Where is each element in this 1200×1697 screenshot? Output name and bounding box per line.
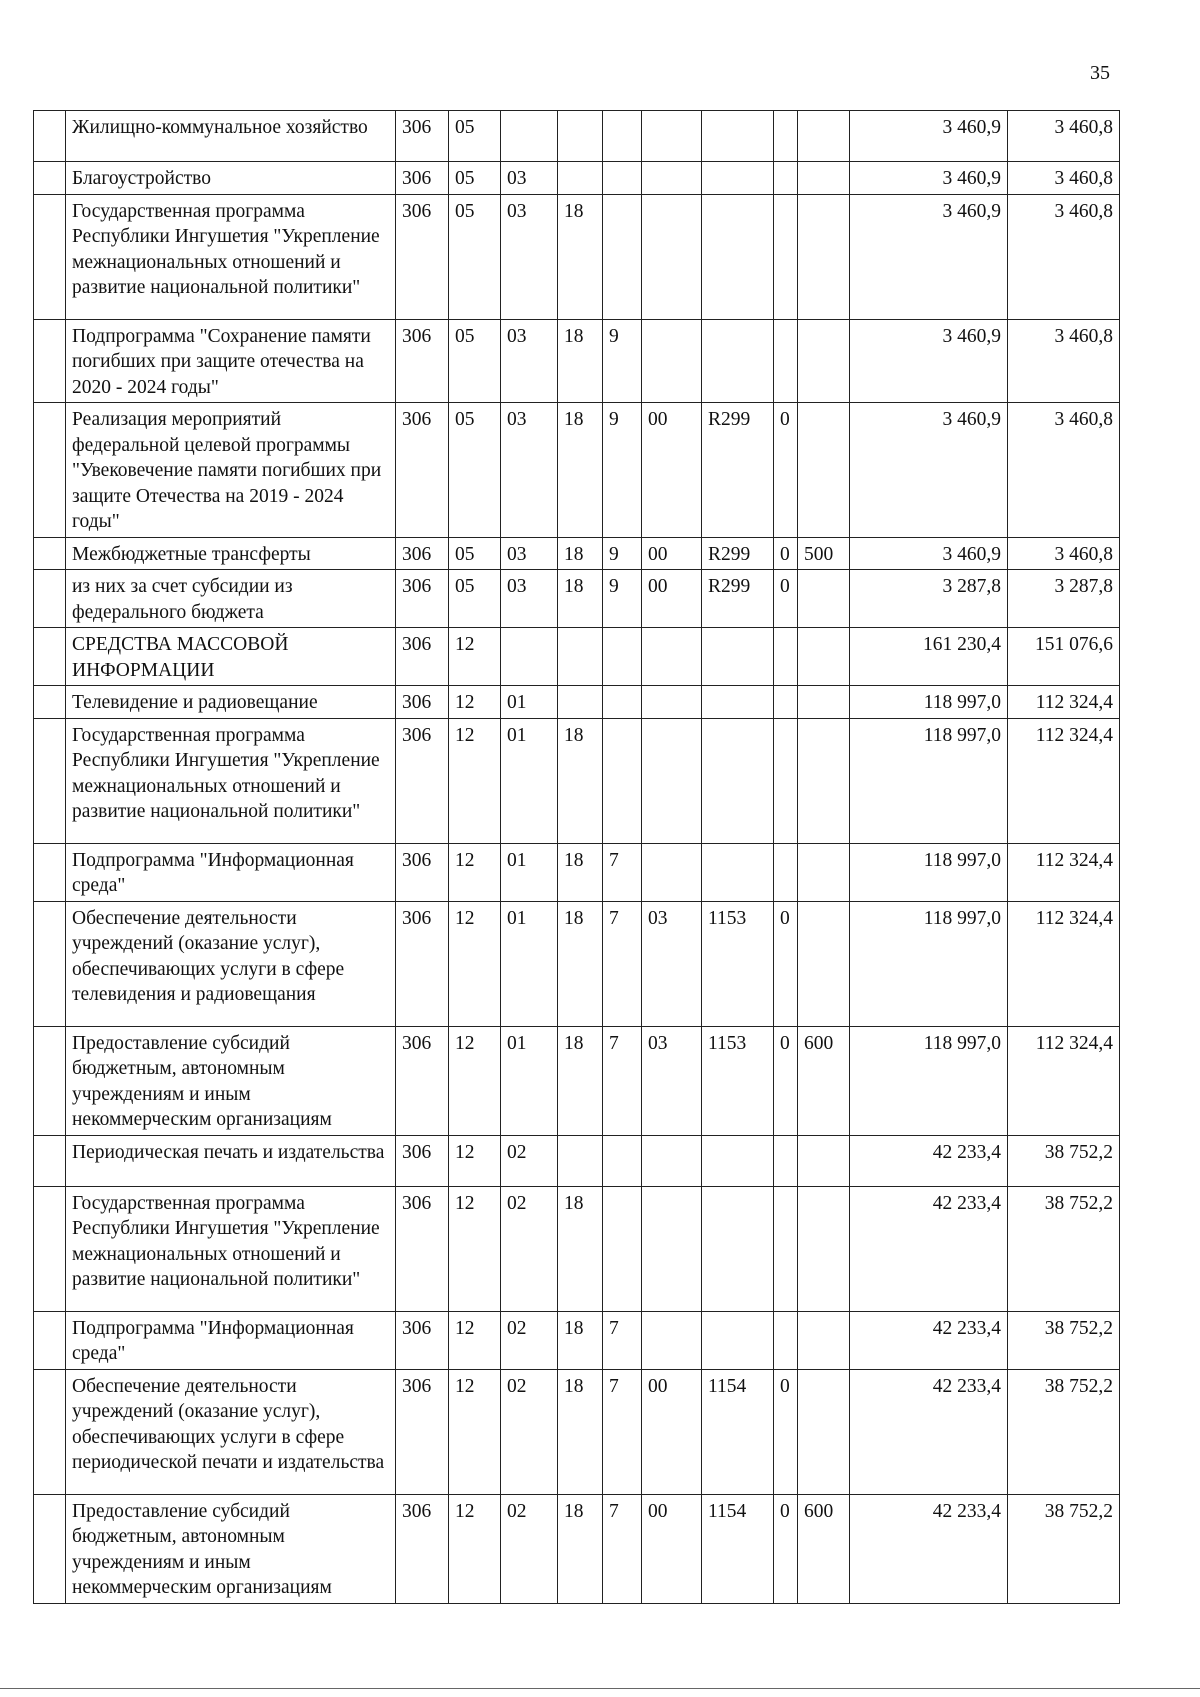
blank-cell: [34, 111, 66, 162]
table-row: [34, 403, 1120, 538]
code-cell-c5: 7: [603, 843, 642, 901]
amount-cell-v1: 3 460,9: [850, 194, 1008, 319]
amount-cell-v2: 38 752,2: [1008, 1369, 1120, 1494]
code-cell-c1: 306: [396, 111, 449, 162]
table-row: [34, 111, 1120, 162]
code-cell-c5: 9: [603, 570, 642, 628]
code-cell-c3: 01: [501, 686, 558, 719]
item-name-cell: Государственная программа Республики Ингушетия "Укрепление межнациональных отношений и развитие национальной политики": [66, 718, 396, 843]
code-cell-c9: [798, 319, 850, 403]
code-cell-c8: 0: [774, 901, 798, 1026]
code-cell-c8: 0: [774, 570, 798, 628]
code-cell-c1: 306: [396, 686, 449, 719]
code-cell-c4: 18: [558, 537, 603, 570]
item-name-cell: Предоставление субсидий бюджетным, автономным учреждениям и иным некоммерческим организациям: [66, 1494, 396, 1603]
amount-cell-v2: 3 460,8: [1008, 111, 1120, 162]
code-cell-c8: 0: [774, 1369, 798, 1494]
amount-cell-v1: 42 233,4: [850, 1186, 1008, 1311]
table-row: [34, 1135, 1120, 1186]
amount-cell-v1: 3 460,9: [850, 537, 1008, 570]
code-cell-c2: 12: [449, 1135, 501, 1186]
table-row: [34, 1026, 1120, 1135]
amount-cell-v1: 118 997,0: [850, 686, 1008, 719]
code-cell-c6: 03: [642, 1026, 702, 1135]
code-cell-c5: [603, 1135, 642, 1186]
amount-cell-v2: 38 752,2: [1008, 1494, 1120, 1603]
code-cell-c3: [501, 111, 558, 162]
code-cell-c8: [774, 628, 798, 686]
code-cell-c4: 18: [558, 570, 603, 628]
code-cell-c5: [603, 1186, 642, 1311]
code-cell-c4: [558, 111, 603, 162]
code-cell-c7: [702, 1311, 774, 1369]
code-cell-c3: 02: [501, 1311, 558, 1369]
item-name-cell: Подпрограмма "Информационная среда": [66, 843, 396, 901]
code-cell-c8: [774, 686, 798, 719]
blank-cell: [34, 686, 66, 719]
item-name-cell: из них за счет субсидии из федерального бюджета: [66, 570, 396, 628]
code-cell-c2: 05: [449, 537, 501, 570]
item-name-cell: Периодическая печать и издательства: [66, 1135, 396, 1186]
code-cell-c1: 306: [396, 570, 449, 628]
code-cell-c3: 01: [501, 1026, 558, 1135]
amount-cell-v2: 3 460,8: [1008, 537, 1120, 570]
blank-cell: [34, 1311, 66, 1369]
table-row: [34, 843, 1120, 901]
item-name-cell: Государственная программа Республики Ингушетия "Укрепление межнациональных отношений и развитие национальной политики": [66, 1186, 396, 1311]
blank-cell: [34, 1026, 66, 1135]
code-cell-c1: 306: [396, 403, 449, 538]
code-cell-c1: 306: [396, 162, 449, 195]
code-cell-c4: 18: [558, 1369, 603, 1494]
code-cell-c5: [603, 686, 642, 719]
code-cell-c6: 00: [642, 570, 702, 628]
code-cell-c8: [774, 1311, 798, 1369]
code-cell-c8: 0: [774, 1026, 798, 1135]
code-cell-c5: 9: [603, 403, 642, 538]
code-cell-c9: [798, 686, 850, 719]
amount-cell-v1: 42 233,4: [850, 1311, 1008, 1369]
code-cell-c3: [501, 628, 558, 686]
code-cell-c3: 02: [501, 1494, 558, 1603]
amount-cell-v2: 151 076,6: [1008, 628, 1120, 686]
amount-cell-v1: 161 230,4: [850, 628, 1008, 686]
table-row: [34, 686, 1120, 719]
amount-cell-v1: 3 287,8: [850, 570, 1008, 628]
code-cell-c2: 05: [449, 111, 501, 162]
table-row: [34, 1369, 1120, 1494]
amount-cell-v1: 118 997,0: [850, 718, 1008, 843]
code-cell-c7: R299: [702, 570, 774, 628]
code-cell-c3: 03: [501, 570, 558, 628]
code-cell-c4: 18: [558, 1026, 603, 1135]
code-cell-c9: [798, 194, 850, 319]
item-name-cell: Межбюджетные трансферты: [66, 537, 396, 570]
code-cell-c5: 9: [603, 319, 642, 403]
table-row: [34, 1494, 1120, 1603]
code-cell-c4: [558, 628, 603, 686]
code-cell-c5: [603, 628, 642, 686]
code-cell-c1: 306: [396, 628, 449, 686]
amount-cell-v1: 3 460,9: [850, 162, 1008, 195]
amount-cell-v1: 118 997,0: [850, 901, 1008, 1026]
code-cell-c1: 306: [396, 319, 449, 403]
blank-cell: [34, 570, 66, 628]
code-cell-c4: 18: [558, 718, 603, 843]
code-cell-c1: 306: [396, 194, 449, 319]
code-cell-c3: 03: [501, 537, 558, 570]
code-cell-c2: 12: [449, 1026, 501, 1135]
code-cell-c7: [702, 1135, 774, 1186]
blank-cell: [34, 1369, 66, 1494]
code-cell-c7: [702, 1186, 774, 1311]
code-cell-c1: 306: [396, 843, 449, 901]
code-cell-c7: [702, 111, 774, 162]
code-cell-c7: 1154: [702, 1494, 774, 1603]
amount-cell-v2: 112 324,4: [1008, 1026, 1120, 1135]
amount-cell-v1: 118 997,0: [850, 843, 1008, 901]
amount-cell-v2: 3 460,8: [1008, 162, 1120, 195]
amount-cell-v2: 112 324,4: [1008, 718, 1120, 843]
code-cell-c3: 03: [501, 162, 558, 195]
code-cell-c9: [798, 628, 850, 686]
code-cell-c9: [798, 1186, 850, 1311]
code-cell-c9: [798, 1311, 850, 1369]
code-cell-c5: 9: [603, 537, 642, 570]
code-cell-c2: 05: [449, 162, 501, 195]
code-cell-c7: [702, 162, 774, 195]
code-cell-c5: [603, 111, 642, 162]
code-cell-c8: [774, 111, 798, 162]
code-cell-c9: [798, 901, 850, 1026]
code-cell-c4: [558, 1135, 603, 1186]
table-row: [34, 537, 1120, 570]
code-cell-c4: 18: [558, 403, 603, 538]
code-cell-c7: [702, 718, 774, 843]
code-cell-c1: 306: [396, 718, 449, 843]
code-cell-c1: 306: [396, 1311, 449, 1369]
code-cell-c1: 306: [396, 1186, 449, 1311]
code-cell-c4: 18: [558, 1494, 603, 1603]
code-cell-c6: [642, 194, 702, 319]
code-cell-c8: [774, 162, 798, 195]
code-cell-c4: 18: [558, 194, 603, 319]
table-row: [34, 1186, 1120, 1311]
code-cell-c9: [798, 843, 850, 901]
code-cell-c2: 12: [449, 843, 501, 901]
item-name-cell: Обеспечение деятельности учреждений (оказание услуг), обеспечивающих услуги в сфере периодической печати и издательства: [66, 1369, 396, 1494]
code-cell-c7: 1153: [702, 901, 774, 1026]
code-cell-c1: 306: [396, 1026, 449, 1135]
item-name-cell: Благоустройство: [66, 162, 396, 195]
item-name-cell: Подпрограмма "Информационная среда": [66, 1311, 396, 1369]
code-cell-c7: [702, 843, 774, 901]
code-cell-c8: [774, 319, 798, 403]
code-cell-c4: 18: [558, 1186, 603, 1311]
code-cell-c2: 12: [449, 1369, 501, 1494]
amount-cell-v2: 38 752,2: [1008, 1311, 1120, 1369]
code-cell-c3: 03: [501, 403, 558, 538]
item-name-cell: Реализация мероприятий федеральной целевой программы "Увековечение памяти погибших при защите Отечества на 2019 - 2024 годы": [66, 403, 396, 538]
amount-cell-v2: 3 460,8: [1008, 403, 1120, 538]
table-row: [34, 1311, 1120, 1369]
amount-cell-v2: 112 324,4: [1008, 686, 1120, 719]
code-cell-c4: 18: [558, 319, 603, 403]
code-cell-c9: [798, 1135, 850, 1186]
code-cell-c9: [798, 1369, 850, 1494]
amount-cell-v2: 3 460,8: [1008, 194, 1120, 319]
code-cell-c9: [798, 162, 850, 195]
code-cell-c6: [642, 162, 702, 195]
code-cell-c5: 7: [603, 1369, 642, 1494]
code-cell-c2: 12: [449, 628, 501, 686]
blank-cell: [34, 403, 66, 538]
code-cell-c6: 00: [642, 403, 702, 538]
item-name-cell: Жилищно-коммунальное хозяйство: [66, 111, 396, 162]
amount-cell-v1: 3 460,9: [850, 111, 1008, 162]
blank-cell: [34, 901, 66, 1026]
table-row: [34, 901, 1120, 1026]
code-cell-c7: 1153: [702, 1026, 774, 1135]
item-name-cell: Предоставление субсидий бюджетным, автономным учреждениям и иным некоммерческим организациям: [66, 1026, 396, 1135]
code-cell-c7: R299: [702, 403, 774, 538]
amount-cell-v2: 112 324,4: [1008, 901, 1120, 1026]
amount-cell-v1: 42 233,4: [850, 1494, 1008, 1603]
code-cell-c8: 0: [774, 537, 798, 570]
blank-cell: [34, 1494, 66, 1603]
blank-cell: [34, 162, 66, 195]
blank-cell: [34, 1135, 66, 1186]
code-cell-c2: 12: [449, 1311, 501, 1369]
code-cell-c1: 306: [396, 1494, 449, 1603]
code-cell-c2: 12: [449, 901, 501, 1026]
code-cell-c2: 05: [449, 570, 501, 628]
item-name-cell: Подпрограмма "Сохранение памяти погибших при защите отечества на 2020 - 2024 годы": [66, 319, 396, 403]
code-cell-c5: 7: [603, 1311, 642, 1369]
code-cell-c3: 03: [501, 319, 558, 403]
item-name-cell: Телевидение и радиовещание: [66, 686, 396, 719]
code-cell-c6: [642, 686, 702, 719]
code-cell-c2: 12: [449, 1494, 501, 1603]
amount-cell-v1: 3 460,9: [850, 319, 1008, 403]
code-cell-c7: [702, 686, 774, 719]
code-cell-c7: [702, 194, 774, 319]
table-row: [34, 570, 1120, 628]
code-cell-c8: [774, 1186, 798, 1311]
code-cell-c3: 02: [501, 1369, 558, 1494]
code-cell-c5: [603, 718, 642, 843]
code-cell-c5: [603, 162, 642, 195]
amount-cell-v1: 42 233,4: [850, 1369, 1008, 1494]
code-cell-c3: 01: [501, 718, 558, 843]
table-row: [34, 162, 1120, 195]
blank-cell: [34, 628, 66, 686]
code-cell-c3: 02: [501, 1186, 558, 1311]
code-cell-c7: [702, 319, 774, 403]
blank-cell: [34, 718, 66, 843]
code-cell-c7: [702, 628, 774, 686]
code-cell-c6: 00: [642, 1369, 702, 1494]
code-cell-c8: [774, 194, 798, 319]
blank-cell: [34, 194, 66, 319]
budget-table: [33, 110, 1120, 1604]
table-row: [34, 628, 1120, 686]
blank-cell: [34, 843, 66, 901]
amount-cell-v1: 3 460,9: [850, 403, 1008, 538]
code-cell-c8: [774, 843, 798, 901]
code-cell-c2: 12: [449, 718, 501, 843]
code-cell-c9: 500: [798, 537, 850, 570]
amount-cell-v1: 118 997,0: [850, 1026, 1008, 1135]
item-name-cell: Обеспечение деятельности учреждений (оказание услуг), обеспечивающих услуги в сфере телевидения и радиовещания: [66, 901, 396, 1026]
table-row: [34, 319, 1120, 403]
code-cell-c1: 306: [396, 901, 449, 1026]
code-cell-c5: 7: [603, 901, 642, 1026]
code-cell-c2: 12: [449, 686, 501, 719]
code-cell-c6: [642, 718, 702, 843]
blank-cell: [34, 537, 66, 570]
code-cell-c9: [798, 111, 850, 162]
code-cell-c8: 0: [774, 1494, 798, 1603]
amount-cell-v2: 3 287,8: [1008, 570, 1120, 628]
blank-cell: [34, 319, 66, 403]
item-name-cell: СРЕДСТВА МАССОВОЙ ИНФОРМАЦИИ: [66, 628, 396, 686]
code-cell-c7: 1154: [702, 1369, 774, 1494]
code-cell-c2: 05: [449, 194, 501, 319]
table-row: [34, 194, 1120, 319]
amount-cell-v2: 3 460,8: [1008, 319, 1120, 403]
code-cell-c6: [642, 1186, 702, 1311]
code-cell-c9: 600: [798, 1494, 850, 1603]
code-cell-c3: 01: [501, 843, 558, 901]
code-cell-c5: [603, 194, 642, 319]
code-cell-c1: 306: [396, 537, 449, 570]
amount-cell-v2: 38 752,2: [1008, 1135, 1120, 1186]
code-cell-c6: 00: [642, 537, 702, 570]
code-cell-c9: [798, 570, 850, 628]
amount-cell-v1: 42 233,4: [850, 1135, 1008, 1186]
code-cell-c6: 00: [642, 1494, 702, 1603]
table-row: [34, 718, 1120, 843]
code-cell-c6: [642, 1135, 702, 1186]
amount-cell-v2: 38 752,2: [1008, 1186, 1120, 1311]
page-bottom-rule: [0, 1688, 1200, 1689]
code-cell-c6: [642, 111, 702, 162]
code-cell-c7: R299: [702, 537, 774, 570]
code-cell-c2: 05: [449, 403, 501, 538]
code-cell-c8: [774, 1135, 798, 1186]
code-cell-c2: 05: [449, 319, 501, 403]
item-name-cell: Государственная программа Республики Ингушетия "Укрепление межнациональных отношений и развитие национальной политики": [66, 194, 396, 319]
code-cell-c2: 12: [449, 1186, 501, 1311]
code-cell-c8: [774, 718, 798, 843]
code-cell-c6: [642, 628, 702, 686]
code-cell-c4: [558, 162, 603, 195]
code-cell-c6: [642, 1311, 702, 1369]
code-cell-c9: 600: [798, 1026, 850, 1135]
code-cell-c1: 306: [396, 1369, 449, 1494]
code-cell-c4: [558, 686, 603, 719]
code-cell-c9: [798, 718, 850, 843]
code-cell-c3: 03: [501, 194, 558, 319]
code-cell-c8: 0: [774, 403, 798, 538]
code-cell-c4: 18: [558, 901, 603, 1026]
blank-cell: [34, 1186, 66, 1311]
code-cell-c5: 7: [603, 1026, 642, 1135]
code-cell-c6: 03: [642, 901, 702, 1026]
code-cell-c3: 02: [501, 1135, 558, 1186]
code-cell-c4: 18: [558, 843, 603, 901]
code-cell-c3: 01: [501, 901, 558, 1026]
code-cell-c9: [798, 403, 850, 538]
code-cell-c5: 7: [603, 1494, 642, 1603]
code-cell-c4: 18: [558, 1311, 603, 1369]
code-cell-c6: [642, 843, 702, 901]
budget-table-body: [34, 111, 1120, 1604]
code-cell-c6: [642, 319, 702, 403]
page-number: 35: [1090, 62, 1110, 84]
code-cell-c1: 306: [396, 1135, 449, 1186]
amount-cell-v2: 112 324,4: [1008, 843, 1120, 901]
